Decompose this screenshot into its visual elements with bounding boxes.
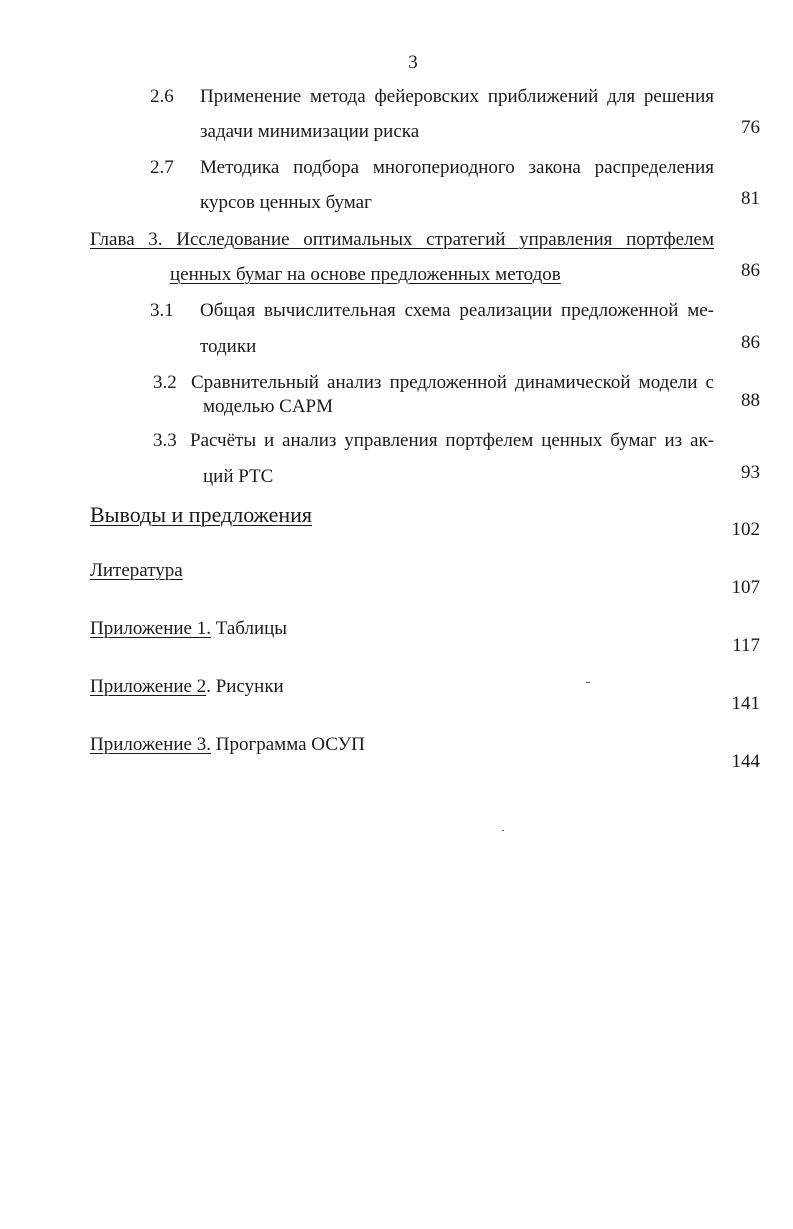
section-title-line-1: Общая вычислительная схема реализации предложенной ме- [200, 300, 714, 321]
page-ref: 93 [741, 462, 760, 483]
page-ref: 88 [741, 390, 760, 411]
page-ref: 86 [741, 332, 760, 353]
section-title-line-2: моделью CAPM [203, 396, 334, 417]
appendix-title: Программа ОСУП [210, 734, 365, 755]
page-ref: 144 [731, 751, 760, 772]
section-title-line-1: Расчёты и анализ управления портфелем ценных бумаг из ак- [190, 430, 714, 451]
chapter-title-line-1: Глава 3. Исследование оптимальных стратегий управления портфелем [90, 229, 714, 250]
section-number: 3.3 [153, 430, 177, 451]
appendix-label: Приложение 1. [90, 618, 211, 639]
appendix-title: Таблицы [210, 618, 288, 639]
section-title-line-1: Сравнительный анализ предложенной динамической модели с [191, 372, 714, 393]
section-title-line-2: тодики [200, 336, 257, 357]
section-title-line-2: задачи минимизации риска [200, 121, 420, 142]
section-title-line-1: Применение метода фейеровских приближений для решения [200, 86, 714, 107]
section-number: 2.6 [150, 86, 174, 107]
page-ref: 76 [741, 117, 760, 138]
section-title-line-1: Методика подбора многопериодного закона распределения [200, 157, 714, 178]
page-ref: 86 [741, 260, 760, 281]
page-ref: 107 [731, 577, 760, 598]
page-ref: 141 [731, 693, 760, 714]
conclusions-title: Выводы и предложения [90, 502, 313, 527]
page-number: 3 [408, 52, 418, 73]
appendix-label: Приложение 3. [90, 734, 211, 755]
section-number: 3.2 [153, 372, 177, 393]
section-title-line-2: ций РТС [203, 466, 274, 487]
literature-title: Литература [90, 560, 183, 581]
appendix-title: . Рисунки [206, 676, 284, 697]
section-number: 3.1 [150, 300, 174, 321]
scan-speck [502, 830, 504, 831]
appendix-label: Приложение 2 [90, 676, 207, 697]
page-ref: 102 [731, 519, 760, 540]
page-ref: 81 [741, 188, 760, 209]
page-ref: 117 [732, 635, 760, 656]
scan-speck [586, 682, 590, 683]
section-number: 2.7 [150, 157, 174, 178]
section-title-line-2: курсов ценных бумаг [200, 192, 372, 213]
chapter-title-line-2: ценных бумаг на основе предложенных методов [170, 264, 561, 285]
